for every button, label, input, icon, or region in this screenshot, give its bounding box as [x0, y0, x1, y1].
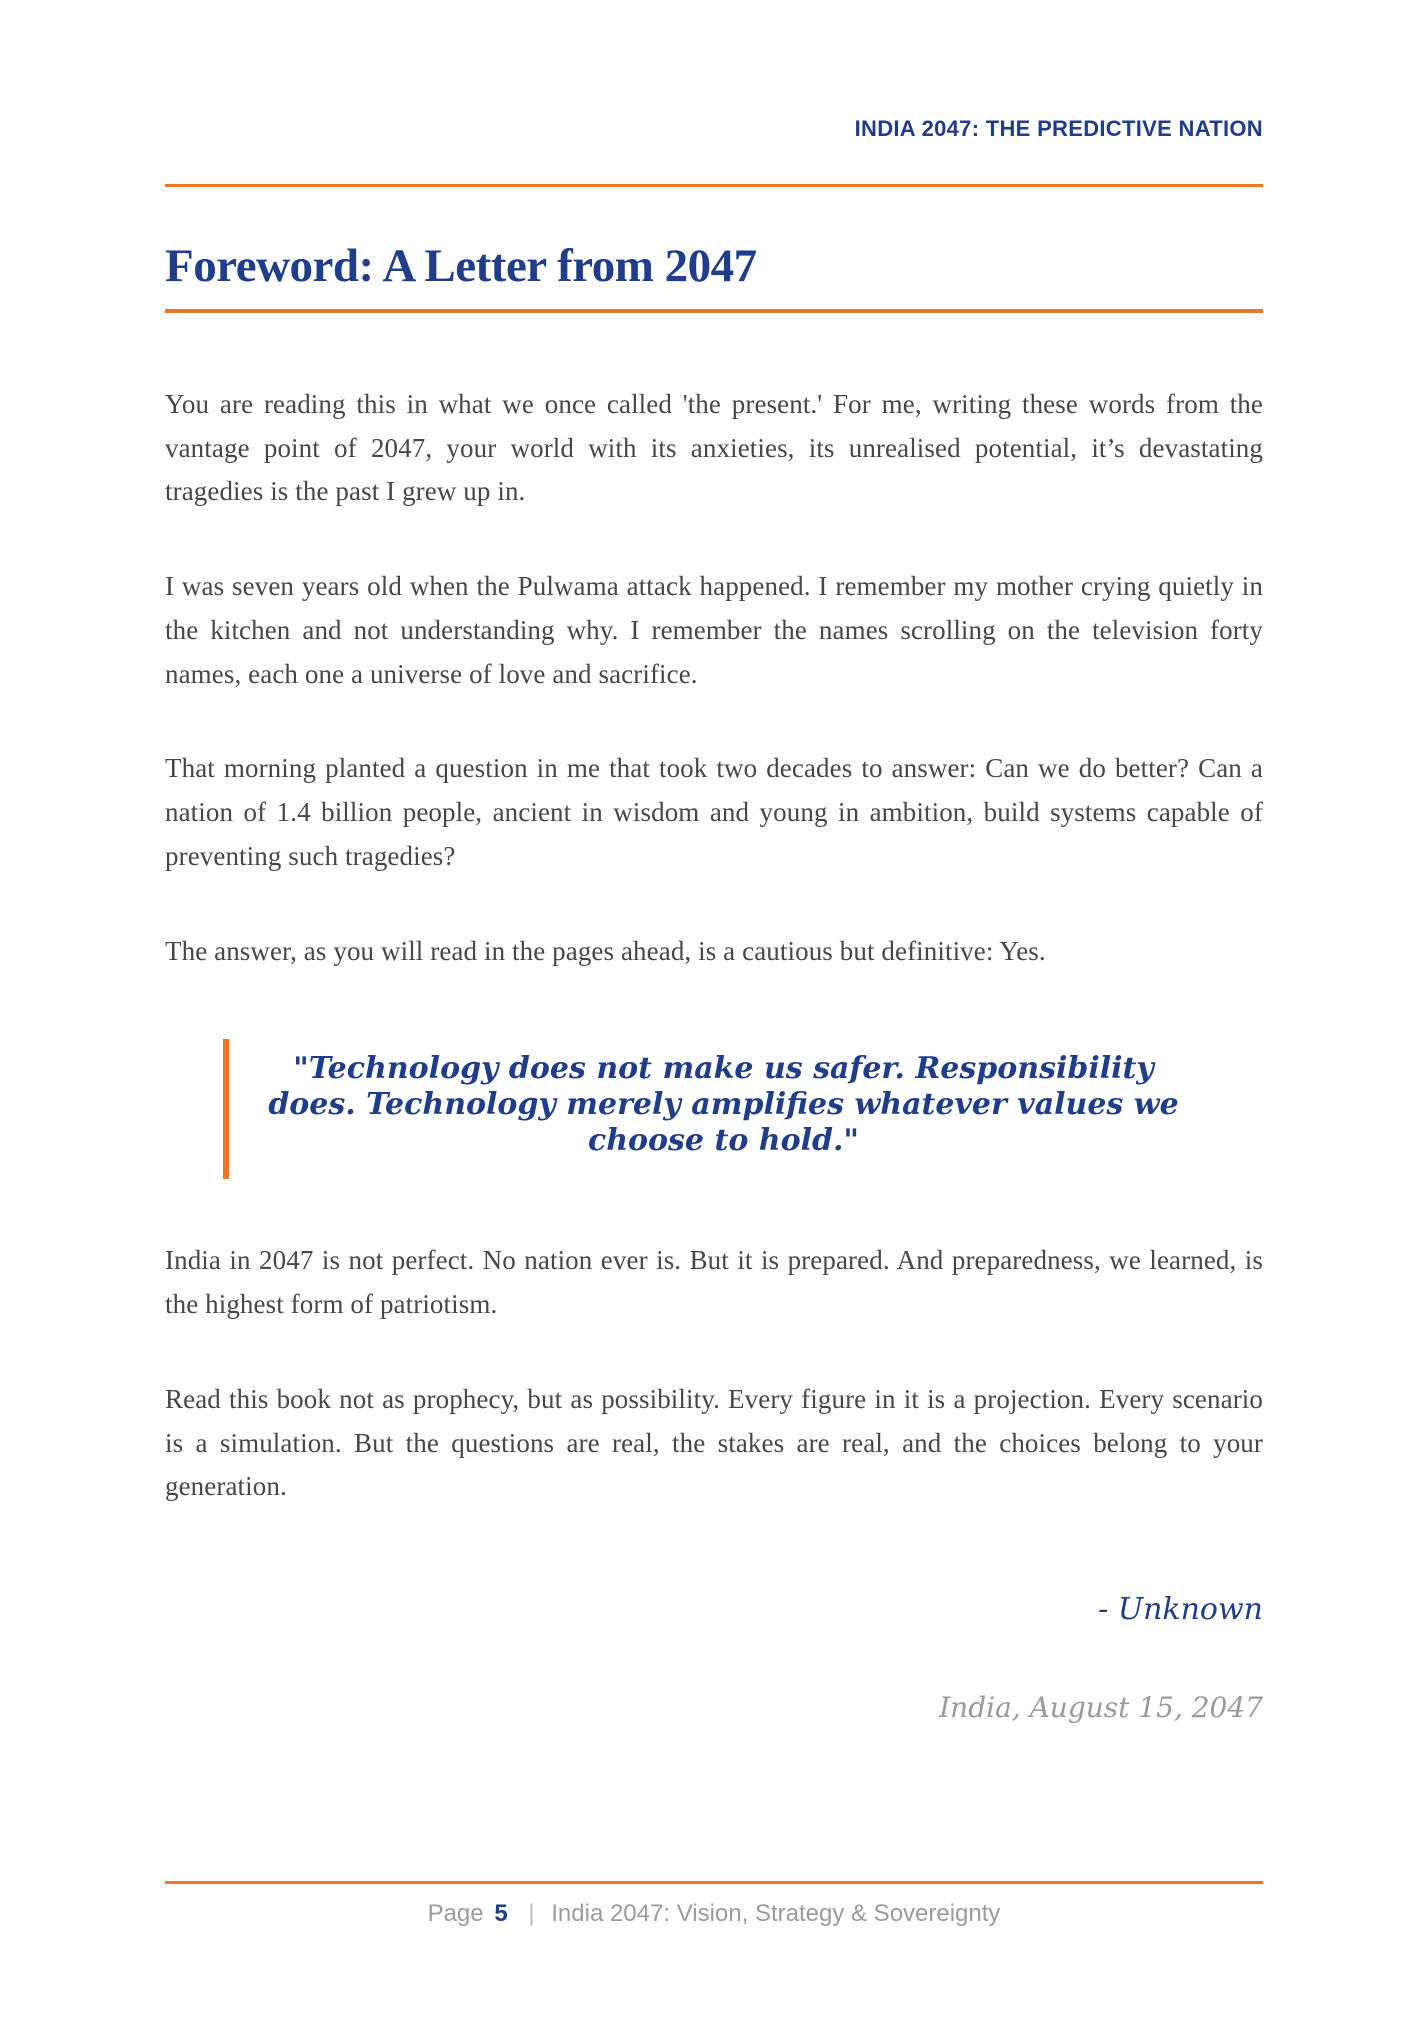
footer-page-label: Page [427, 1900, 484, 1927]
footer-page-number: 5 [494, 1900, 508, 1927]
paragraph-4: The answer, as you will read in the pages ahead, is a cautious but definitive: Yes. [165, 935, 1046, 966]
footer-book-title: India 2047: Vision, Strategy & Sovereignty [551, 1900, 1001, 1927]
body-copy [165, 383, 1263, 1560]
paragraph-5: India in 2047 is not perfect. No nation ever is. But it is prepared. And preparedness, we learned, is the highest form of patriotism. [165, 1245, 1263, 1320]
paragraph-3: That morning planted a question in me that took two decades to answer: Can we do better? Can a nation of 1.4 billion people, ancient in wisdom and young in ambition, build systems capable of preventing such tragedies? [165, 753, 1263, 871]
signature-line: - Unknown [1098, 1592, 1263, 1628]
page-title: Foreword: A Letter from 2047 [165, 239, 1263, 313]
paragraph-6: Read this book not as prophecy, but as possibility. Every figure in it is a projection. Every scenario is a simulation. But the questions are real, the stakes are real, and the choices belong to your generation. [165, 1383, 1263, 1502]
running-header: INDIA 2047: THE PREDICTIVE NATION [165, 116, 1263, 187]
page-footer [165, 1881, 1263, 1928]
paragraph-2: I was seven years old when the Pulwama attack happened. I remember my mother crying quietly in the kitchen and not understanding why. I remember the names scrolling on the television forty names, each one a universe of love and sacrifice. [165, 571, 1263, 689]
footer-separator: | [528, 1900, 535, 1927]
paragraph-1: You are reading this in what we once called 'the present.' For me, writing these words from the vantage point of 2047, your world with its anxieties, its unrealised potential, it’s devastating tragedies is the past I grew up in. [165, 389, 1263, 507]
dateline: India, August 15, 2047 [939, 1691, 1263, 1725]
pull-quote: "Technology does not make us safer. Responsibility does. Technology merely amplifies whatever values we choose to hold." [223, 1039, 1218, 1179]
